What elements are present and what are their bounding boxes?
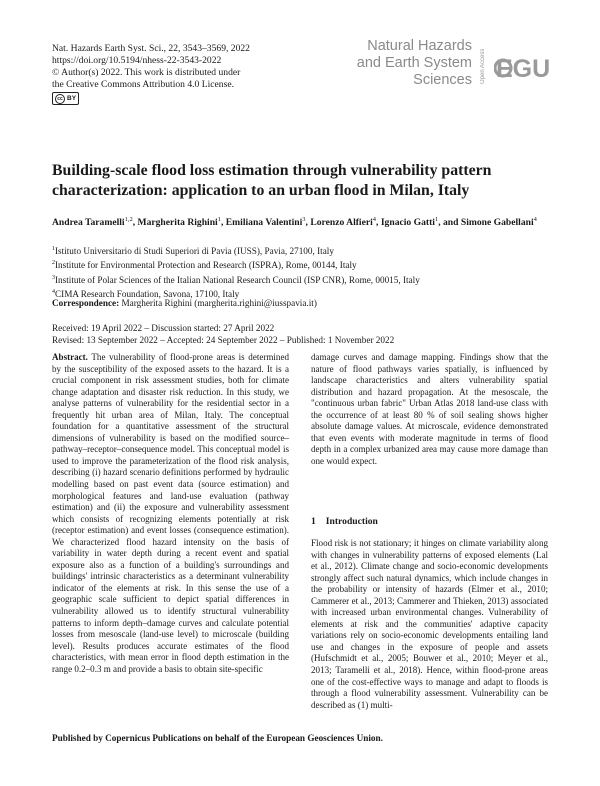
abstract-continued <box>311 352 548 467</box>
journal-brand <box>272 38 472 89</box>
author-affiliation-mark: 4 <box>372 216 377 223</box>
dates-received: Received: 19 April 2022 – Discussion started: 27 April 2022 <box>52 323 275 333</box>
abstract-column <box>52 352 289 675</box>
abstract-text-continued: damage curves and damage mapping. Findings show that the nature of flood pathways varies spatially, is influenced by landscape characteristics and alters vulnerability spatial distribution and hazard propagation. At the mesoscale, the "continuous urban fabric" Urban Atlas 2018 land-use class with the occurrence of at least 80 % of soil sealing shows higher absolute damage values. At microscale, evidence demonstrated that even events with moderate magnitude in terms of flood depth in a complex urbanized area may cause more damage than one would expect. <box>311 352 548 466</box>
affiliation-item <box>52 243 552 257</box>
author-affiliation-mark: 4 <box>533 216 537 223</box>
affiliation-number: 3 <box>52 274 55 281</box>
affiliation-item <box>52 272 552 286</box>
cc-by-license-icon[interactable] <box>52 92 79 105</box>
cc-by-label: BY <box>67 94 77 102</box>
author-affiliation-mark: 1 <box>434 216 439 223</box>
author-name: Margherita Righini <box>137 217 218 229</box>
affiliation-number: 4 <box>52 289 55 296</box>
correspondence-email[interactable]: Margherita Righini (margherita.righini@iusspavia.it) <box>119 298 317 308</box>
author-affiliation-mark: 1,2 <box>124 216 133 223</box>
doi-link[interactable]: https://doi.org/10.5194/nhess-22-3543-2022 <box>52 55 222 66</box>
author-affiliation-mark: 1 <box>217 216 221 223</box>
copyright-line: © Author(s) 2022. This work is distributed under <box>52 67 241 78</box>
author-name: Andrea Taramelli <box>52 217 125 229</box>
egu-logo-text: EGU <box>496 55 550 83</box>
author-name: Lorenzo Alfieri <box>310 217 373 229</box>
paper-title: Building-scale flood loss estimation through vulnerability pattern characterization: application to an urban flood in Milan, Italy <box>52 162 492 199</box>
journal-citation: Nat. Hazards Earth Syst. Sci., 22, 3543–3569, 2022 <box>52 43 250 54</box>
correspondence-label: Correspondence: <box>52 298 120 308</box>
affiliation-number: 2 <box>52 260 55 267</box>
open-access-label: Open Access <box>480 48 486 84</box>
introduction-text: Flood risk is not stationary; it hinges on climate variability along with changes in vulnerability patterns of exposed elements (Lal et al., 2012). Climate change and socio-economic developments strongly affect such natural dynamics, which include changes in the probability or intensity of hazards (Elmer et al., 2010; Cammerer et al., 2013; Cammerer and Thieken, 2013) associated with increased urban environmental changes. Vulnerability of elements at risk and the communities' adaptive capacity variations rely on socio-economic developments entailing land use and changes in the exposure of people and assets (Hufschmidt et al., 2005; Bouwer et al., 2010; Meyer et al., 2013; Taramelli et al., 2018). Hence, within flood-prone areas one of the cost-effective ways to manage and adapt to floods is through a flood vulnerability assessment. Vulnerability can be described as (1) multi- <box>311 538 548 710</box>
author-separator: , <box>376 217 381 229</box>
cc-circle: cc <box>55 94 65 104</box>
correspondence <box>52 298 552 308</box>
section-heading-introduction <box>311 516 378 527</box>
introduction-column <box>311 538 548 711</box>
journal-name-line3: Sciences <box>413 72 472 88</box>
affiliation-text: Institute for Environmental Protection and Research (ISPRA), Rome, 00144, Italy <box>55 260 357 271</box>
author-name: Ignacio Gatti <box>380 217 435 229</box>
affiliation-text: Istituto Universitario di Studi Superiori di Pavia (IUSS), Pavia, 27100, Italy <box>55 246 334 257</box>
author-affiliation-mark: 3 <box>302 216 306 223</box>
dates-revised: Revised: 13 September 2022 – Accepted: 24 September 2022 – Published: 1 November 2022 <box>52 335 395 346</box>
egu-logo-icon <box>494 50 550 86</box>
affiliation-item <box>52 257 552 271</box>
abstract-text: The vulnerability of flood-prone areas is determined by the susceptibility of the exposed assets to the hazard. It is a crucial component in risk assessment studies, both for climate change adaptation and disaster risk reduction. In this study, we analyse patterns of vulnerability for the residential sector in a frequently hit urban area of Milan, Italy. The conceptual foundation for a quantitative assessment of the structural dimensions of vulnerability is based on the modified source–pathway–receptor–consequence model. This conceptual model is used to improve the parameterization of the flood risk analysis, describing (i) hazard scenario definitions performed by hydraulic modelling based on past event data (source estimation) and morphological features and land-use evaluation (pathway estimation) and (ii) the exposure and vulnerability assessment which consists of recognizing elements potentially at risk (receptor estimation) and event losses (consequence estimation). We characterized flood hazard intensity on the basis of variability in water depth during a recent event and spatial exposure also as a function of a building's surroundings and buildings' intrinsic characteristics as a determinant vulnerability indicator of the elements at risk. In this sense the use of a geographic scale sufficient to depict spatial differences in vulnerability allowed us to identify structural vulnerability patterns to inform depth–damage curves and calculate potential losses from mesoscale (land-use level) to microscale (building level). Results produces accurate estimates of the flood characteristics, with mean error in flood depth estimation in the range 0.2–0.3 m and provide a basis to obtain site-specific <box>52 352 289 674</box>
abstract-label: Abstract. <box>52 352 88 362</box>
affiliation-text: CIMA Research Foundation, Savona, 17100, Italy <box>55 289 240 300</box>
author-list <box>52 213 552 229</box>
license-line: the Creative Commons Attribution 4.0 License. <box>52 79 234 90</box>
author-name: Emiliana Valentini <box>225 217 303 229</box>
author-separator: , <box>132 217 138 229</box>
section-title: Introduction <box>325 516 378 527</box>
author-separator: , <box>220 217 226 229</box>
affiliation-text: Institute of Polar Sciences of the Italian National Research Council (ISP CNR), Rome, 00015, Italy <box>55 275 420 285</box>
journal-name-line1: Natural Hazards <box>367 38 472 54</box>
citation-header <box>52 43 292 105</box>
affiliation-number: 1 <box>52 246 55 252</box>
author-name: Simone Gabellani <box>460 217 534 229</box>
section-number: 1 <box>311 516 316 527</box>
author-separator: , <box>305 217 311 229</box>
publisher-footer: Published by Copernicus Publications on behalf of the European Geosciences Union. <box>52 733 383 743</box>
affiliation-list <box>52 243 552 301</box>
author-separator: , and <box>438 217 461 229</box>
publication-dates <box>52 322 552 347</box>
journal-name-line2: and Earth System <box>356 55 472 71</box>
